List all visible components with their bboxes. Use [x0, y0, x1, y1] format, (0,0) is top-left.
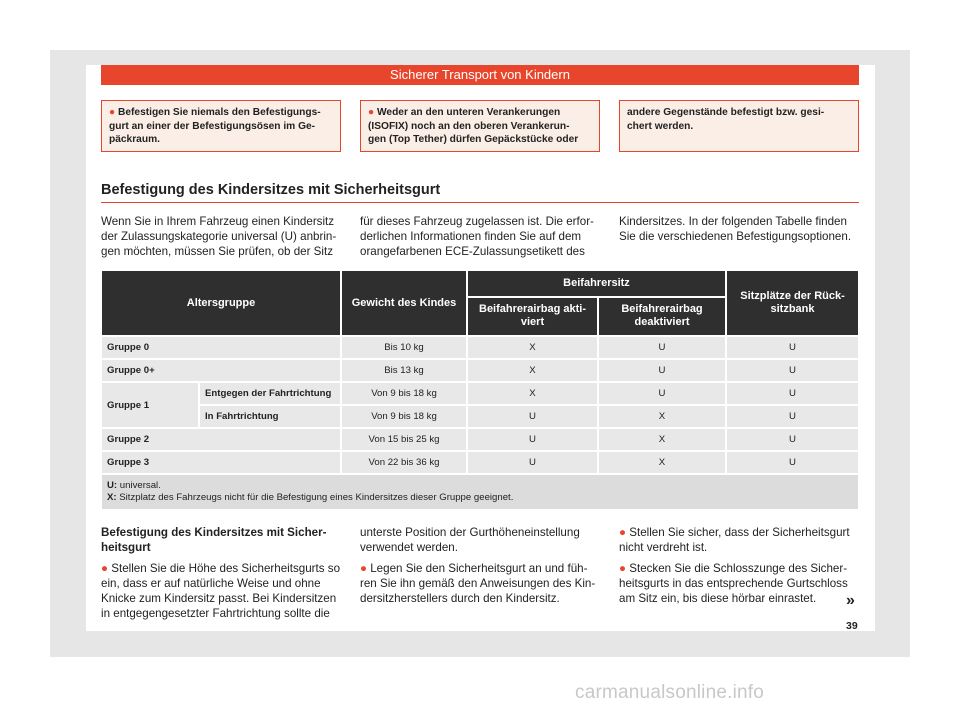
warning-box-3 — [619, 100, 859, 152]
legend-key: U: — [107, 480, 118, 491]
subheading: Befestigung des Kindersitzes mit Sicher- — [101, 526, 327, 539]
legend-key: X: — [107, 492, 117, 503]
intro-col-2 — [360, 214, 594, 259]
cell-airbag-off: U — [598, 336, 726, 359]
body-line: verwendet werden. — [360, 541, 458, 554]
cell-rear: U — [726, 382, 859, 405]
cell-airbag-on: X — [467, 336, 598, 359]
cell-airbag-on: X — [467, 382, 598, 405]
fastening-options-table — [101, 270, 859, 510]
intro-col-1 — [101, 214, 336, 259]
intro-line: Kindersitzes. In der folgenden Tabelle finden — [619, 215, 847, 228]
section-title: Befestigung des Kindersitzes mit Sicherheitsgurt — [101, 182, 441, 198]
body-line: ren Sie ihn gemäß den Anweisungen des Kin- — [360, 577, 596, 590]
table-row — [101, 382, 859, 405]
warning-text: gurt an einer der Befestigungsösen im Ge- — [109, 120, 316, 132]
body-line: Legen Sie den Sicherheitsgurt an und füh- — [370, 562, 588, 575]
cell-rear: U — [726, 359, 859, 382]
cell-direction: In Fahrtrichtung — [199, 405, 341, 428]
cell-group: Gruppe 3 — [101, 451, 341, 474]
bullet-icon: ● — [109, 107, 118, 118]
cell-weight: Von 9 bis 18 kg — [341, 382, 467, 405]
warning-text: päckraum. — [109, 134, 160, 145]
body-col-3 — [619, 525, 850, 606]
warning-box-2 — [360, 100, 600, 152]
cell-rear: U — [726, 336, 859, 359]
cell-rear: U — [726, 428, 859, 451]
legend-text: Sitzplatz des Fahrzeugs nicht für die Befestigung eines Kindersitzes dieser Gruppe geeignet. — [119, 492, 514, 503]
warning-text: chert werden. — [627, 120, 694, 132]
cell-group: Gruppe 1 — [101, 382, 199, 428]
cell-weight: Von 15 bis 25 kg — [341, 428, 467, 451]
watermark: carmanualsonline.info — [575, 682, 765, 703]
cell-airbag-off: U — [598, 382, 726, 405]
intro-col-3 — [619, 214, 851, 244]
cell-airbag-on: U — [467, 428, 598, 451]
chapter-header: Sicherer Transport von Kindern — [101, 65, 859, 85]
title-rule — [101, 202, 859, 203]
cell-rear: U — [726, 451, 859, 474]
table-row — [101, 405, 859, 428]
intro-line: Sie die verschiedenen Befestigungsoptionen. — [619, 230, 852, 243]
header-passenger-seat: Beifahrersitz — [467, 270, 726, 297]
intro-line: derlichen Informationen finden Sie auf dem — [360, 230, 582, 243]
cell-airbag-off: U — [598, 359, 726, 382]
warning-text: gen (Top Tether) dürfen Gepäckstücke oder — [368, 134, 579, 145]
table-legend — [101, 474, 859, 510]
intro-line: Wenn Sie in Ihrem Fahrzeug einen Kindersitz — [101, 215, 335, 228]
cell-weight: Von 22 bis 36 kg — [341, 451, 467, 474]
bullet-icon: ● — [368, 107, 377, 118]
header-airbag-on: Beifahrerairbag akti-viert — [467, 297, 598, 336]
table-row — [101, 359, 859, 382]
cell-airbag-on: U — [467, 405, 598, 428]
body-line: am Sitz ein, bis diese hörbar einrastet. — [619, 592, 817, 605]
table-row — [101, 451, 859, 474]
body-line: Knicke zum Kindersitz passt. Bei Kindersitzen — [101, 592, 337, 605]
body-line: heitsgurts in das entsprechende Gurtschloss — [619, 577, 848, 590]
body-line: ein, dass er auf natürliche Weise und ohne — [101, 577, 321, 590]
cell-group: Gruppe 2 — [101, 428, 341, 451]
cell-airbag-off: X — [598, 405, 726, 428]
table-row — [101, 336, 859, 359]
warning-box-1 — [101, 100, 341, 152]
cell-weight: Bis 13 kg — [341, 359, 467, 382]
cell-airbag-on: X — [467, 359, 598, 382]
intro-line: orangefarbenen ECE-Zulassungsetikett des — [360, 245, 585, 258]
warning-text: Befestigen Sie niemals den Befestigungs- — [117, 107, 321, 118]
body-line: unterste Position der Gurthöheneinstellung — [360, 526, 580, 539]
cell-direction: Entgegen der Fahrtrichtung — [199, 382, 341, 405]
cell-group: Gruppe 0+ — [101, 359, 341, 382]
table-legend-row — [101, 474, 859, 510]
bullet-icon: ● — [619, 562, 630, 575]
continue-mark: » — [846, 592, 855, 609]
bullet-icon: ● — [101, 562, 112, 575]
cell-airbag-on: U — [467, 451, 598, 474]
intro-line: gen möchten, müssen Sie prüfen, ob der Sitz — [101, 245, 334, 258]
cell-group: Gruppe 0 — [101, 336, 341, 359]
header-airbag-off: Beifahrerairbag deaktiviert — [598, 297, 726, 336]
table-row — [101, 428, 859, 451]
body-line: nicht verdreht ist. — [619, 541, 708, 554]
cell-airbag-off: X — [598, 428, 726, 451]
bullet-icon: ● — [619, 526, 630, 539]
page-number: 39 — [846, 620, 858, 632]
warning-text: Weder an den unteren Verankerungen — [376, 107, 561, 118]
body-line: dersitzherstellers durch den Kindersitz. — [360, 592, 560, 605]
legend-text: universal. — [119, 480, 161, 491]
header-weight: Gewicht des Kindes — [341, 270, 467, 336]
warning-text: (ISOFIX) noch an den oberen Verankerun- — [368, 120, 570, 132]
intro-line: für dieses Fahrzeug zugelassen ist. Die erfor- — [360, 215, 594, 228]
cell-airbag-off: X — [598, 451, 726, 474]
body-line: Stellen Sie die Höhe des Sicherheitsgurts so — [111, 562, 341, 575]
intro-line: der Zulassungskategorie universal (U) anbrin- — [101, 230, 337, 243]
subheading: heitsgurt — [101, 541, 151, 554]
body-col-2 — [360, 525, 595, 606]
cell-weight: Bis 10 kg — [341, 336, 467, 359]
body-line: Stecken Sie die Schlosszunge des Sicher- — [629, 562, 848, 575]
bullet-icon: ● — [360, 562, 371, 575]
cell-weight: Von 9 bis 18 kg — [341, 405, 467, 428]
body-line: Stellen Sie sicher, dass der Sicherheitsgurt — [629, 526, 850, 539]
cell-rear: U — [726, 405, 859, 428]
header-rear-seats: Sitzplätze der Rück-sitzbank — [726, 270, 859, 336]
header-age-group: Altersgruppe — [101, 270, 341, 336]
warning-text: andere Gegenstände befestigt bzw. gesi- — [627, 107, 825, 118]
body-line: in entgegengesetzter Fahrtrichtung sollte die — [101, 607, 330, 620]
body-col-1 — [101, 525, 340, 621]
